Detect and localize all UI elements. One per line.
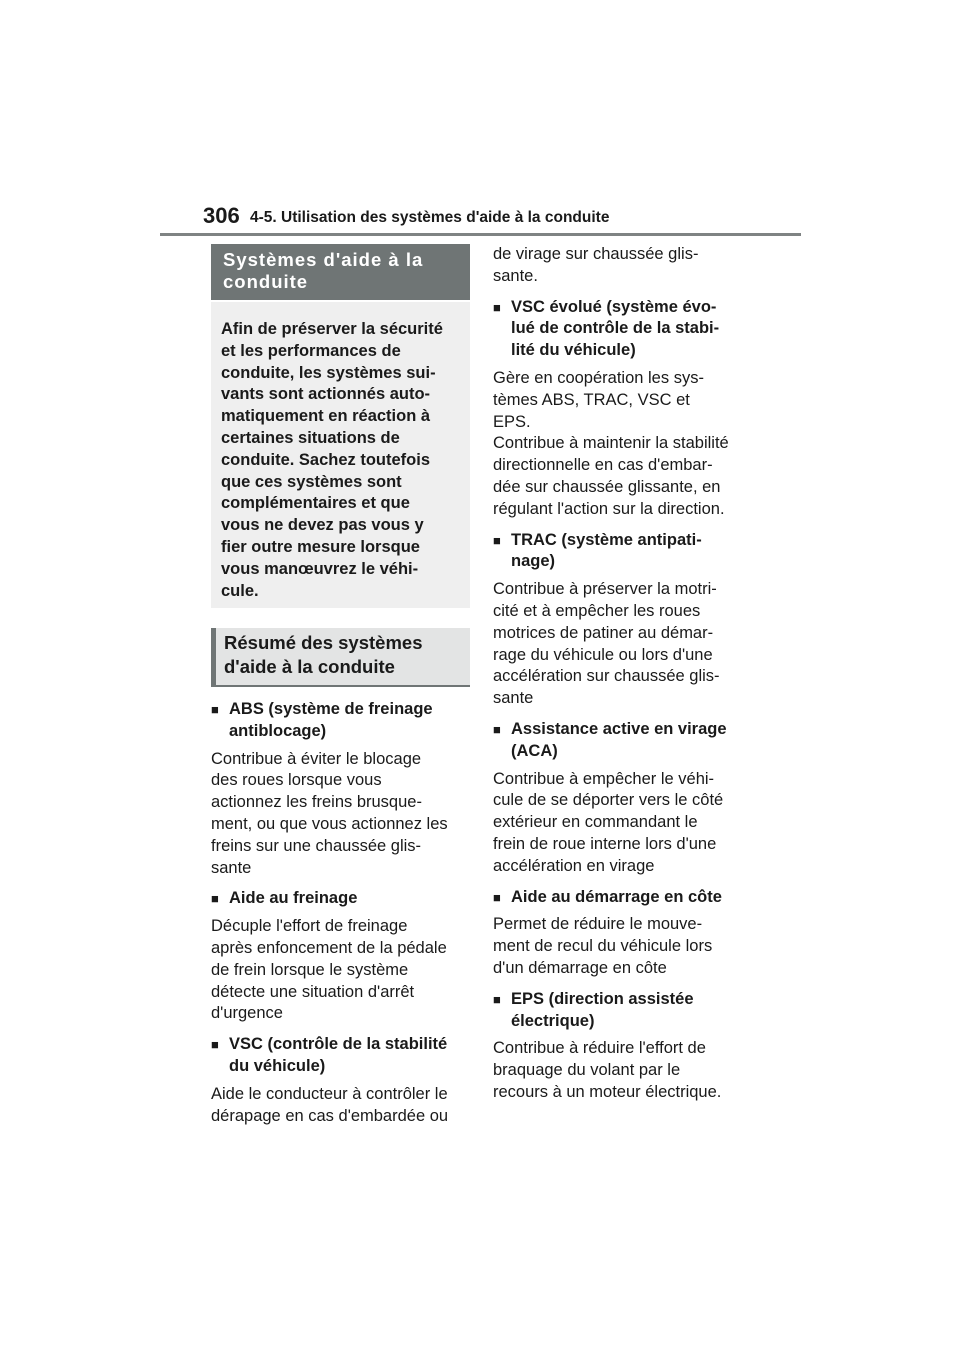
entry-body-line: frein de roue interne lors d'une	[493, 834, 717, 853]
entry-title-line: EPS (direction assistée	[511, 989, 694, 1008]
entry-body-line: Gère en coopération les sys-	[493, 368, 704, 387]
entry-body-line: cule de se déporter vers le côté	[493, 791, 724, 810]
right-column	[493, 244, 755, 1104]
entry-body-line: extérieur en commandant le	[493, 813, 698, 832]
entry-body-line: dée sur chaussée glissante, en	[493, 477, 721, 496]
entry-body-line: dérapage en cas d'embardée ou	[211, 1106, 449, 1125]
entry-body-line: sante	[493, 689, 534, 708]
entry-body-line: Contribue à préserver la motri-	[493, 580, 717, 599]
entry-body-line: braquage du volant par le	[493, 1061, 681, 1080]
entry-body-line: accélération en virage	[493, 856, 655, 875]
main-banner-line: conduite	[223, 271, 309, 292]
continuation-text	[493, 244, 755, 288]
entry-body	[493, 1038, 755, 1103]
intro-line: conduite, les systèmes sui-	[221, 363, 436, 382]
square-bullet-icon: ■	[211, 702, 219, 717]
entry-title-line: du véhicule)	[229, 1056, 326, 1075]
entry-aca	[493, 719, 755, 878]
entry-body	[493, 769, 755, 878]
entry-body-line: détecte une situation d'arrêt	[211, 982, 415, 1001]
entry-title-line: Assistance active en virage	[511, 719, 727, 738]
entry-title-line: lité du véhicule)	[511, 341, 636, 360]
entry-body-line: Permet de réduire le mouve-	[493, 915, 703, 934]
entry-trac	[493, 530, 755, 710]
entry-body-line: EPS.	[493, 412, 531, 431]
entry-title-line: électrique)	[511, 1011, 595, 1030]
square-bullet-icon: ■	[493, 299, 501, 315]
main-banner	[211, 244, 470, 300]
intro-line: fier outre mesure lorsque	[221, 537, 420, 556]
intro-line: vous manœuvrez le véhi-	[221, 559, 419, 578]
page-number: 306	[203, 203, 240, 228]
entry-body-line: Aide le conducteur à contrôler le	[211, 1084, 448, 1103]
entry-title	[229, 888, 470, 910]
entry-body-line: actionnez les freins brusque-	[211, 793, 422, 812]
square-bullet-icon: ■	[493, 721, 501, 737]
intro-line: matiquement en réaction à	[221, 407, 431, 426]
entry-body-line: Contribue à éviter le blocage	[211, 749, 422, 768]
intro-box	[211, 302, 470, 608]
entry-body-line: accélération sur chaussée glis-	[493, 667, 720, 686]
entry-vsc-plus	[493, 297, 755, 521]
square-bullet-icon: ■	[493, 889, 501, 905]
main-banner-line: Systèmes d'aide à la	[223, 249, 424, 270]
entry-body	[493, 368, 755, 521]
intro-line: complémentaires et que	[221, 494, 410, 513]
entry-title-line: VSC (contrôle de la stabilité	[229, 1035, 448, 1054]
entry-body-line: sante	[211, 858, 252, 877]
entry-body-line: ment de recul du véhicule lors	[493, 937, 713, 956]
entry-title-line: lué de contrôle de la stabi-	[511, 319, 720, 338]
intro-line: que ces systèmes sont	[221, 472, 402, 491]
entry-body-line: de frein lorsque le système	[211, 960, 409, 979]
intro-line: certaines situations de	[221, 428, 400, 447]
section-title: 4-5. Utilisation des systèmes d'aide à la conduite	[250, 209, 610, 226]
entry-body-line: sante.	[493, 266, 538, 285]
entry-body-line: rage du véhicule ou lors d'une	[493, 645, 713, 664]
entry-title	[511, 297, 755, 362]
intro-line: cule.	[221, 581, 259, 600]
entry-body-line: directionnelle en cas d'embar-	[493, 456, 713, 475]
intro-line: Afin de préserver la sécurité	[221, 320, 443, 338]
intro-line: conduite. Sachez toutefois	[221, 450, 431, 469]
entry-title-line: (ACA)	[511, 741, 558, 760]
entry-body-line: freins sur une chaussée glis-	[211, 836, 422, 855]
entry-title-line: Aide au freinage	[229, 889, 358, 908]
entry-body-line: Contribue à maintenir la stabilité	[493, 434, 729, 453]
intro-line: et les performances de	[221, 341, 401, 360]
entry-title-line: nage)	[511, 552, 556, 571]
header-rule	[160, 233, 801, 236]
entry-title-line: ABS (système de freinage	[229, 700, 433, 718]
entry-body-line: Contribue à empêcher le véhi-	[493, 769, 715, 788]
summary-banner-line: Résumé des systèmes	[224, 632, 423, 653]
entry-title-line: antiblocage)	[229, 721, 327, 740]
entry-body-line: d'un démarrage en côte	[493, 958, 667, 977]
entry-vsc	[211, 1034, 470, 1127]
square-bullet-icon: ■	[493, 991, 501, 1007]
entry-title-line: VSC évolué (système évo-	[511, 297, 717, 316]
entry-title-line: Aide au démarrage en côte	[511, 887, 722, 906]
summary-banner-line: d'aide à la conduite	[224, 656, 395, 677]
square-bullet-icon: ■	[211, 1037, 219, 1053]
entry-title	[229, 1034, 470, 1078]
entry-title	[511, 989, 755, 1033]
left-column	[211, 244, 470, 1127]
entry-body-line: régulant l'action sur la direction.	[493, 499, 725, 518]
square-bullet-icon: ■	[211, 891, 219, 907]
entry-brake-assist	[211, 888, 470, 1025]
entry-body-line: ment, ou que vous actionnez les	[211, 814, 448, 833]
entry-body	[211, 1084, 470, 1128]
entry-body	[493, 579, 755, 710]
entry-body-line: des roues lorsque vous	[211, 771, 382, 790]
entry-abs	[211, 699, 470, 879]
entry-title	[511, 719, 755, 763]
entry-body	[211, 916, 470, 1025]
entry-title	[511, 530, 755, 574]
entry-body-line: Décuple l'effort de freinage	[211, 917, 408, 936]
summary-banner	[211, 628, 470, 687]
entry-body-line: cité et à empêcher les roues	[493, 601, 701, 620]
entry-title-line: TRAC (système antipati-	[511, 530, 702, 549]
entry-hill-start-assist	[493, 887, 755, 980]
entry-body-line: tèmes ABS, TRAC, VSC et	[493, 390, 690, 409]
intro-line: vants sont actionnés auto-	[221, 385, 431, 404]
entry-body-line: de virage sur chaussée glis-	[493, 245, 699, 263]
entry-eps	[493, 989, 755, 1104]
entry-body-line: Contribue à réduire l'effort de	[493, 1039, 706, 1058]
entry-body	[211, 749, 470, 880]
entry-body-line: après enfoncement de la pédale	[211, 938, 447, 957]
entry-body-line: motrices de patiner au démar-	[493, 623, 714, 642]
entry-body-line: d'urgence	[211, 1004, 283, 1023]
entry-title	[511, 887, 755, 909]
intro-line: vous ne devez pas vous y	[221, 516, 424, 535]
entry-title	[229, 699, 470, 743]
entry-body-line: recours à un moteur électrique.	[493, 1082, 722, 1101]
square-bullet-icon: ■	[493, 532, 501, 548]
entry-body	[493, 914, 755, 979]
